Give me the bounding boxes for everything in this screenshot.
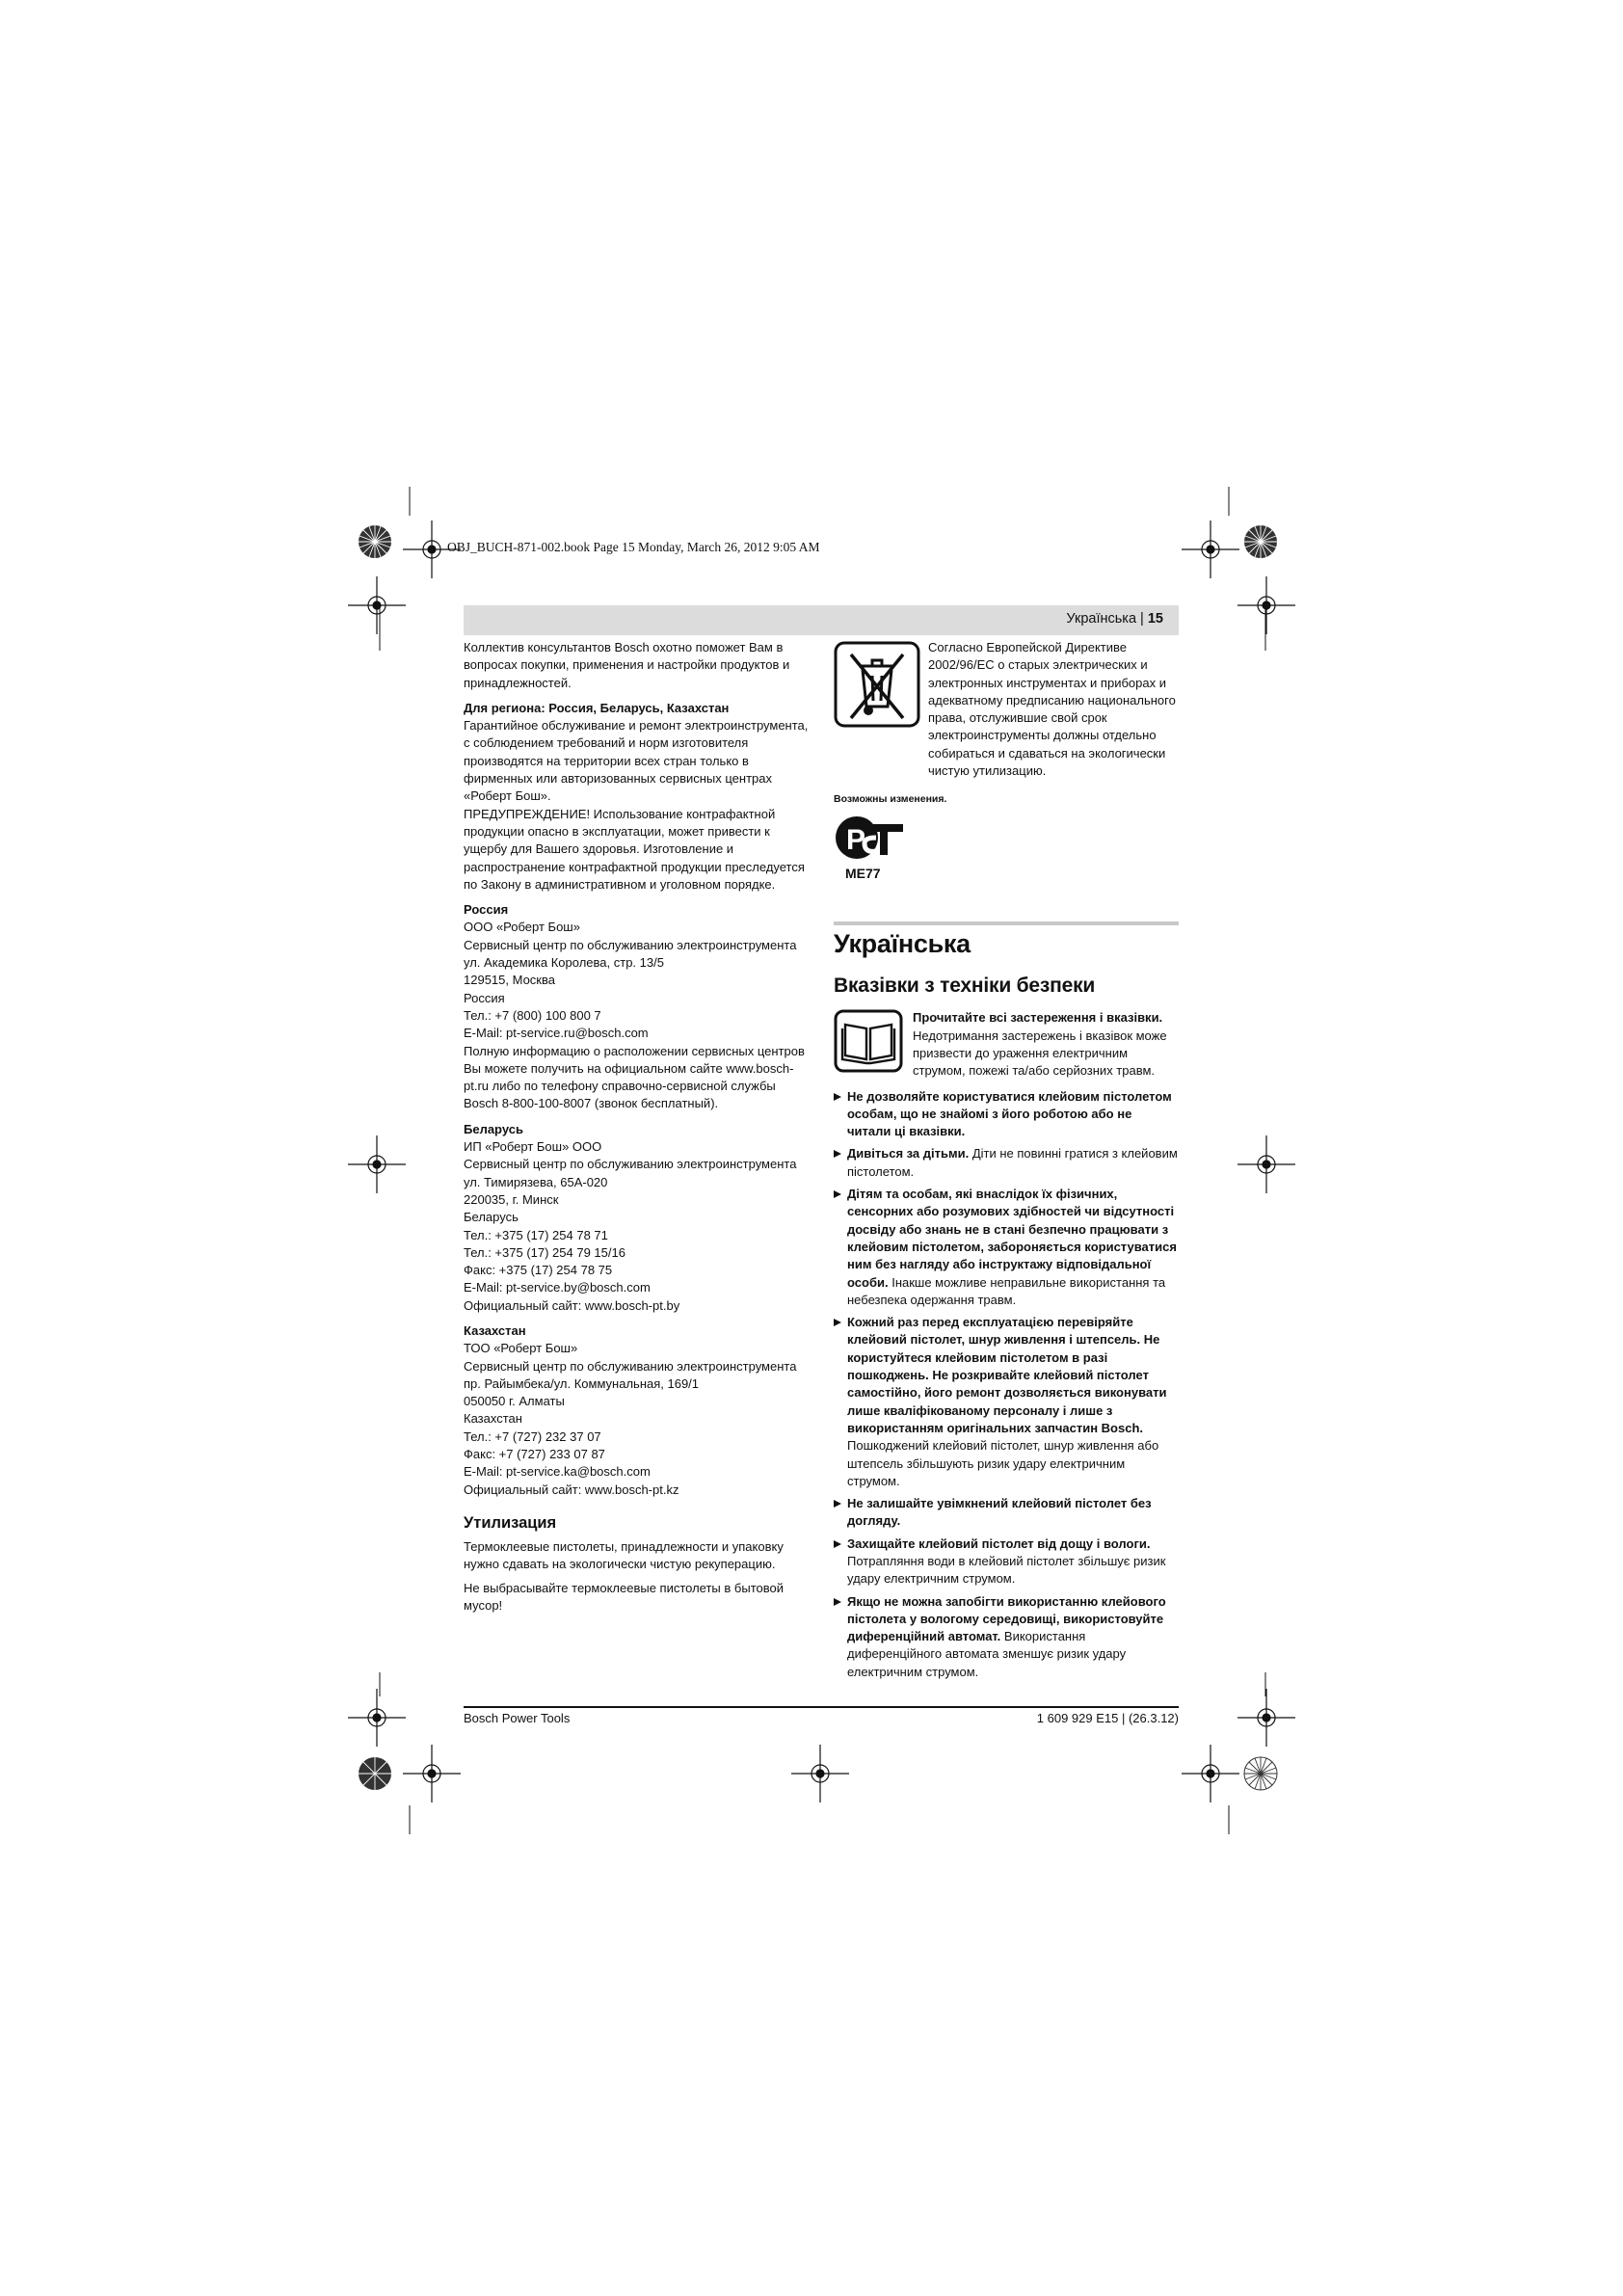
region-paragraph: Гарантийное обслуживание и ремонт электроинструмента, с соблюдением требований и норм изготовителя производятся на территории всех стран только в фирменных или авторизованных сервисных центрах «Роберт Бош». (464, 718, 809, 804)
header-language: Українська (1066, 611, 1137, 627)
list-item (834, 1495, 1179, 1531)
belarus-heading: Беларусь (464, 1121, 523, 1136)
file-info-line: OBJ_BUCH-871-002.book Page 15 Monday, March 26, 2012 9:05 AM (447, 540, 820, 554)
contact-line: Казахстан (464, 1411, 522, 1427)
bullet-text: Пошкоджений клейовий пістолет, шнур живлення або штепсель збільшують ризик удару електричним струмом. (847, 1438, 1159, 1488)
weee-block (834, 639, 1179, 780)
triangle-bullet-icon (834, 1319, 841, 1326)
crossed-out-wheelie-bin-icon (834, 641, 920, 728)
rst-certification-icon (834, 813, 911, 865)
contact-line: Беларусь (464, 1210, 519, 1225)
read-instructions-block (834, 1009, 1179, 1080)
contact-line: ИП «Роберт Бош» ООО (464, 1139, 602, 1155)
list-item (834, 1593, 1179, 1681)
contact-line: ООО «Роберт Бош» (464, 920, 580, 935)
bullet-text: Діти не повинні гратися з клейовим пістолетом. (847, 1146, 1178, 1179)
contact-line: Сервисный центр по обслуживанию электроинструмента (464, 1358, 797, 1374)
contact-line: E-Mail: pt-service.by@bosch.com (464, 1280, 651, 1295)
right-column (834, 639, 1179, 1686)
safety-bullet-list (834, 1088, 1179, 1682)
contact-line: 129515, Москва (464, 973, 555, 988)
footer-doc-number: 1 609 929 E15 | (26.3.12) (1036, 1711, 1179, 1725)
contact-line: Тел.: +375 (17) 254 79 15/16 (464, 1244, 625, 1260)
list-item (834, 1314, 1179, 1490)
bullet-bold: Дивіться за дітьми. (847, 1146, 970, 1161)
kazakhstan-contact (464, 1340, 812, 1499)
bullet-bold: Якщо не можна запобігти використанню клейового пістолета у вологому середовищі, використовуйте диференційний автомат. (847, 1593, 1166, 1644)
contact-line: Официальный сайт: www.bosch-pt.by (464, 1297, 680, 1313)
contact-line: Тел.: +7 (800) 100 800 7 (464, 1007, 601, 1023)
disposal-paragraph: Термоклеевые пистолеты, принадлежности и упаковку нужно сдавать на экологически чистую рекуперацию. (464, 1538, 784, 1572)
list-item (834, 1088, 1179, 1141)
bullet-bold: Кожний раз перед експлуатацією перевіряйте клейовий пістолет, шнур живлення і штепсель. Не користуйтеся клейовим пістолетом в разі пошкоджень. Не розкривайте клейовий пістолет самостійно, його ремонт дозволяється виконувати лише кваліфікованому персоналу і лише з використанням оригінальних запчастин Bosch. (847, 1315, 1167, 1435)
left-column (464, 639, 812, 1615)
bullet-bold: Не залишайте увімкнений клейовий пістолет без догляду. (847, 1496, 1152, 1529)
contact-line: Факс: +7 (727) 233 07 87 (464, 1447, 605, 1462)
list-item (834, 1145, 1179, 1181)
contact-line: ТОО «Роберт Бош» (464, 1341, 578, 1356)
kazakhstan-heading: Казахстан (464, 1322, 526, 1338)
contact-line: 050050 г. Алматы (464, 1394, 565, 1409)
contact-line: Полную информацию о расположении сервисных центров Вы можете получить на официальном сайте www.bosch-pt.ru либо по телефону справочно-сервисной службы Bosch 8-800-100-8007 (звонок бесплатный). (464, 1043, 805, 1111)
footer-brand: Bosch Power Tools (464, 1711, 571, 1725)
contact-line: Официальный сайт: www.bosch-pt.kz (464, 1482, 679, 1497)
certification-block (834, 813, 1179, 881)
read-warning-bold: Прочитайте всі застереження і вказівки. (913, 1010, 1163, 1026)
section-divider (834, 921, 1179, 925)
contact-line: Тел.: +7 (727) 232 37 07 (464, 1428, 601, 1444)
cert-code: ME77 (845, 866, 881, 882)
bullet-bold: Не дозволяйте користуватися клейовим пістолетом особам, що не знайомі з його роботою або не читали ці вказівки. (847, 1088, 1172, 1139)
contact-line: E-Mail: pt-service.ka@bosch.com (464, 1464, 651, 1480)
disposal-heading: Утилизация (464, 1513, 557, 1532)
bullet-text: Інакше можливе неправильне використання та небезпека одержання травм. (847, 1274, 1166, 1307)
contact-line: Факс: +375 (17) 254 78 75 (464, 1263, 613, 1278)
bullet-text: Потрапляння води в клейовий пістолет збільшує ризик удару електричним струмом. (847, 1553, 1166, 1587)
changes-note: Возможны изменения. (834, 793, 947, 806)
triangle-bullet-icon (834, 1093, 841, 1101)
russia-contact (464, 919, 812, 1112)
footer-rule (464, 1706, 1179, 1708)
open-book-icon (834, 1009, 903, 1073)
section-title: Українська (834, 929, 971, 959)
bullet-bold: Захищайте клейовий пістолет від дощу і вологи. (847, 1535, 1151, 1551)
contact-line: пр. Райымбека/ул. Коммунальная, 169/1 (464, 1375, 700, 1391)
belarus-contact (464, 1138, 812, 1315)
russia-heading: Россия (464, 902, 509, 918)
contact-line: ул. Тимирязева, 65А-020 (464, 1174, 608, 1189)
read-warning-text: Недотримання застережень і вказівок може призвести до ураження електричним струмом, пожежі та/або серйозних травм. (913, 1028, 1167, 1079)
list-item (834, 1186, 1179, 1309)
weee-paragraph: Согласно Европейской Директиве 2002/96/ЕС о старых электрических и электронных инструментах и приборах и адекватному предписанию национального права, отслужившие свой срок электроинструменты должны отдельно собираться и сдаваться на экологически чистую утилизацию. (928, 640, 1176, 779)
disposal-paragraph: Не выбрасывайте термоклеевые пистолеты в бытовой мусор! (464, 1580, 784, 1613)
contact-line: Сервисный центр по обслуживанию электроинструмента (464, 1157, 797, 1172)
triangle-bullet-icon (834, 1500, 841, 1508)
triangle-bullet-icon (834, 1190, 841, 1198)
page-number: 15 (1147, 611, 1163, 627)
region-heading: Для региона: Россия, Беларусь, Казахстан (464, 700, 730, 715)
bullet-bold: Дітям та особам, які внаслідок їх фізичних, сенсорних або розумових здібностей чи відсутності досвіду або знань не в стані безпечно працювати з клейовим пістолетом, забороняється користуватися ним без нагляду або інструктажу відповідальної особи. (847, 1187, 1177, 1290)
contact-line: 220035, г. Минск (464, 1191, 559, 1207)
triangle-bullet-icon (834, 1598, 841, 1606)
triangle-bullet-icon (834, 1150, 841, 1158)
bullet-text: Використання диференційного автомата зменшує ризик удару електричним струмом. (847, 1629, 1127, 1679)
contact-line: Тел.: +375 (17) 254 78 71 (464, 1227, 608, 1242)
contact-line: ул. Академика Королева, стр. 13/5 (464, 955, 664, 971)
svg-text:Р: Р (846, 824, 866, 857)
safety-heading: Вказівки з техніки безпеки (834, 974, 1096, 998)
running-header (464, 605, 1179, 635)
warning-paragraph: ПРЕДУПРЕЖДЕНИЕ! Использование контрафактной продукции опасно в эксплуатации, может привести к ущербу для Вашего здоровья. Изготовление и распространение контрафактной продукции преследуется по Закону в административном и уголовном порядке. (464, 806, 805, 892)
triangle-bullet-icon (834, 1540, 841, 1548)
list-item (834, 1535, 1179, 1589)
contact-line: Россия (464, 990, 505, 1005)
contact-line: E-Mail: pt-service.ru@bosch.com (464, 1026, 649, 1041)
contact-line: Сервисный центр по обслуживанию электроинструмента (464, 937, 797, 952)
intro-paragraph: Коллектив консультантов Bosch охотно поможет Вам в вопросах покупки, применения и настройки продуктов и принадлежностей. (464, 640, 790, 690)
header-label: Українська | 15 (1066, 611, 1163, 627)
